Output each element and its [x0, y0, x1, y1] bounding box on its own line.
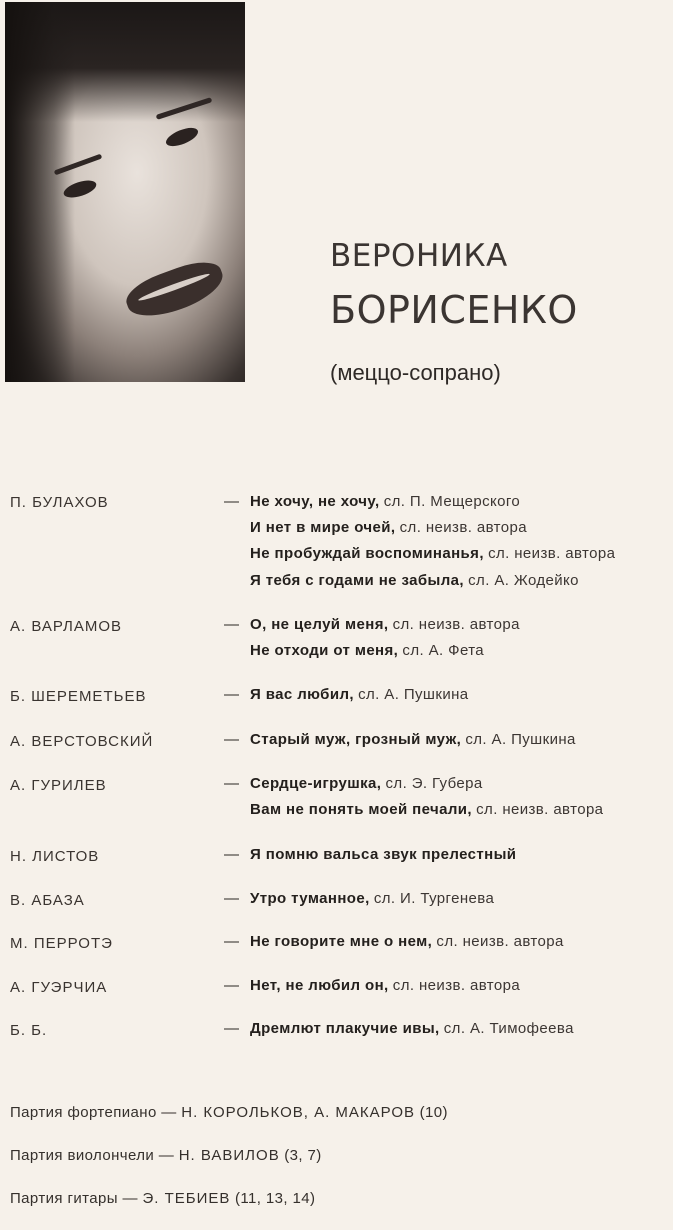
- song-item: [250, 775, 483, 792]
- credit-part: Партия виолончели —: [10, 1147, 175, 1164]
- credit-names: Э. ТЕБИЕВ: [142, 1190, 231, 1207]
- dash: —: [224, 846, 239, 863]
- photo-lips: [121, 254, 229, 326]
- dash: —: [224, 686, 239, 703]
- dash: —: [224, 933, 239, 950]
- song-title: О, не целуй меня,: [250, 616, 389, 633]
- song-title: Не говорите мне о нем,: [250, 933, 433, 950]
- song-author: сл. неизв. автора: [399, 519, 527, 536]
- song-item: [250, 519, 527, 536]
- photo-right-eye: [164, 124, 201, 150]
- song-item: [250, 933, 564, 950]
- composer-name: М. ПЕРРОТЭ: [10, 935, 113, 952]
- credit-line: [10, 1147, 322, 1164]
- song-item: [250, 545, 615, 562]
- performer-portrait-photo: [5, 2, 245, 382]
- credit-tracks: (11, 13, 14): [234, 1190, 316, 1207]
- song-title: Я тебя с годами не забыла,: [250, 572, 464, 589]
- song-author: сл. П. Мещерского: [383, 493, 521, 510]
- song-author: сл. неизв. автора: [392, 977, 521, 994]
- song-author: сл. Э. Губера: [385, 775, 483, 792]
- song-item: [250, 1020, 574, 1037]
- song-author: сл. неизв. автора: [476, 801, 604, 818]
- credit-part: Партия фортепиано —: [10, 1104, 177, 1121]
- song-author: сл. А. Тимофеева: [443, 1020, 574, 1037]
- song-author: сл. А. Пушкина: [358, 686, 469, 703]
- performer-voice-type: (меццо-сопрано): [330, 360, 501, 385]
- composer-name: А. ВЕРСТОВСКИЙ: [10, 733, 154, 750]
- song-author: сл. неизв. автора: [436, 933, 564, 950]
- composer-name: А. ГУЭРЧИА: [10, 979, 108, 996]
- song-title: Нет, не любил он,: [250, 977, 389, 994]
- composer-name: А. ГУРИЛЕВ: [10, 777, 107, 794]
- song-item: [250, 493, 520, 510]
- composer-name: Б. ШЕРЕМЕТЬЕВ: [10, 688, 147, 705]
- song-title: И нет в мире очей,: [250, 519, 396, 536]
- credit-names: Н. ВАВИЛОВ: [178, 1147, 280, 1164]
- performer-last-name: БОРИСЕНКО: [330, 288, 578, 332]
- song-item: [250, 846, 516, 863]
- song-item: [250, 977, 520, 994]
- dash: —: [224, 890, 239, 907]
- credit-part: Партия гитары —: [10, 1190, 138, 1207]
- performer-first-name: ВЕРОНИКА: [330, 238, 508, 274]
- credit-names: Н. КОРОЛЬКОВ, А. МАКАРОВ: [181, 1104, 416, 1121]
- song-title: Не отходи от меня,: [250, 642, 399, 659]
- song-title: Вам не понять моей печали,: [250, 801, 472, 818]
- composer-name: Н. ЛИСТОВ: [10, 848, 100, 865]
- song-author: сл. неизв. автора: [488, 545, 616, 562]
- song-item: [250, 890, 494, 907]
- song-title: Я помню вальса звук прелестный: [250, 846, 517, 863]
- dash: —: [224, 493, 239, 510]
- credit-tracks: (3, 7): [284, 1147, 322, 1164]
- dash: —: [224, 616, 239, 633]
- song-item: [250, 686, 469, 703]
- song-author: сл. неизв. автора: [392, 616, 520, 633]
- song-author: сл. А. Фета: [402, 642, 485, 659]
- song-item: [250, 801, 603, 818]
- song-author: сл. А. Жодейко: [468, 572, 579, 589]
- song-title: Сердце-игрушка,: [250, 775, 382, 792]
- composer-name: Б. Б.: [10, 1022, 48, 1039]
- song-title: Утро туманное,: [250, 890, 370, 907]
- song-item: [250, 616, 520, 633]
- credit-tracks: (10): [419, 1104, 448, 1121]
- composer-name: В. АБАЗА: [10, 892, 85, 909]
- song-title: Старый муж, грозный муж,: [250, 731, 462, 748]
- song-title: Я вас любил,: [250, 686, 354, 703]
- song-title: Не пробуждай воспоминанья,: [250, 545, 484, 562]
- song-item: [250, 642, 484, 659]
- song-item: [250, 572, 579, 589]
- dash: —: [224, 775, 239, 792]
- composer-name: А. ВАРЛАМОВ: [10, 618, 123, 635]
- song-author: сл. И. Тургенева: [373, 890, 495, 907]
- dash: —: [224, 977, 239, 994]
- credit-line: [10, 1190, 315, 1207]
- song-title: Не хочу, не хочу,: [250, 493, 380, 510]
- credit-line: [10, 1104, 448, 1121]
- song-title: Дремлют плакучие ивы,: [250, 1020, 440, 1037]
- dash: —: [224, 731, 239, 748]
- composer-name: П. БУЛАХОВ: [10, 494, 109, 511]
- dash: —: [224, 1020, 239, 1037]
- song-item: [250, 731, 576, 748]
- song-author: сл. А. Пушкина: [465, 731, 576, 748]
